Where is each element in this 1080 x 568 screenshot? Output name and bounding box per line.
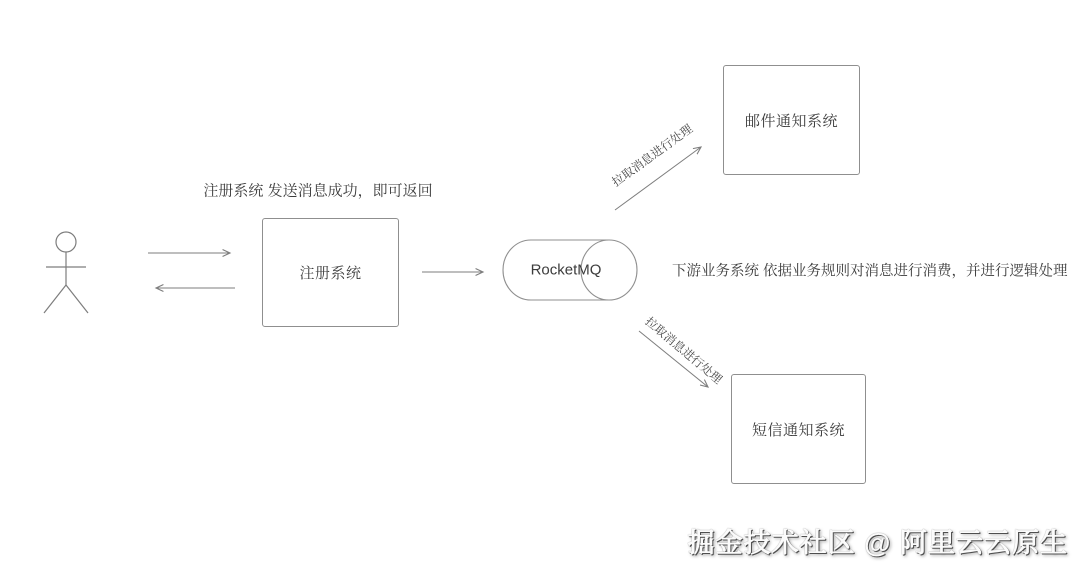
node-register-system bbox=[262, 218, 399, 327]
caption-downstream-consume: 下游业务系统 依据业务规则对消息进行消费，并进行逻辑处理 bbox=[672, 263, 1068, 280]
actor-leg-right bbox=[66, 285, 88, 313]
rocketmq-label: RocketMQ bbox=[530, 261, 602, 279]
actor-leg-left bbox=[44, 285, 66, 313]
watermark-text: 掘金技术社区 @ 阿里云云原生 bbox=[687, 528, 1068, 558]
user-actor-icon bbox=[44, 232, 88, 313]
register-system-label: 注册系统 bbox=[299, 265, 362, 282]
node-email-notification-system bbox=[723, 65, 860, 175]
caption-register-return: 注册系统 发送消息成功，即可返回 bbox=[203, 182, 433, 200]
sms-system-label: 短信通知系统 bbox=[751, 421, 845, 439]
node-sms-notification-system bbox=[731, 374, 866, 484]
edge-label-pull-sms: 拉取消息进行处理 bbox=[642, 314, 725, 387]
email-system-label: 邮件通知系统 bbox=[744, 112, 838, 130]
edge-label-pull-email: 拉取消息进行处理 bbox=[609, 121, 696, 190]
actor-head bbox=[56, 232, 76, 252]
